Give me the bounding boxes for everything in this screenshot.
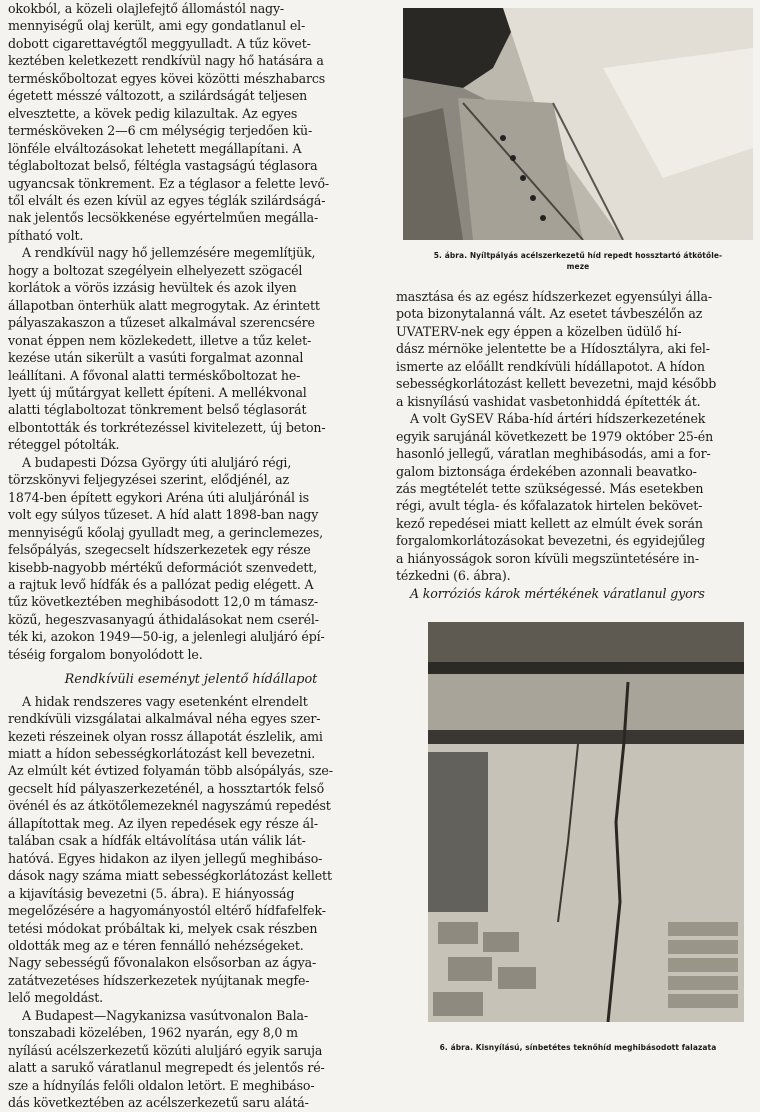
left-paragraph-3: A budapesti Dózsa György úti aluljáró régi, törzskönyvi feljegyzései szerint, elődjénél, az 1874-ben épített egykori Aréna úti aluljárónál is volt egy súlyos tűzeset. A híd alatt 1898-ban nagy mennyiségű kőolaj gyulladt meg, a gerinclemezes, felsőpályás, szegecselt hídszerkezetek egy része kisebb-nagyobb mértékű deformációt szenvedett, a rajtuk levő hídfák és a pallózat pedig elégett. A tűz következtében meghibásodott 12,0 m támasz- közű, hegeszvasanyagú áthidalásokat nem cserél- ték ki, azokon 1949—50-ig, a jelenlegi aluljáró épí- téséig forgalom bonyolódott le. [8, 454, 325, 662]
left-paragraph-4: A hidak rendszeres vagy esetenként elrendelt rendkívüli vizsgálatai alkalmával néha egyes szer- kezeti részeinek olyan rossz állapotát észlelik, ami miatt a hídon sebességkorlátozást kell bevezetni. Az elmúlt két évtized folyamán több alsópályás, sze- gecselt híd pályaszerkezeténél, a hossztartók felső övénél és az átkötőlemezeknél nagyszámú repedést állapítottak meg. Az ilyen repedések egy része ál- talában csak a hídfák eltávolítása után válik lát- hatóvá. Egyes hidakon az ilyen jellegű meghibáso- dások nagy száma miatt sebességkorlátozást kellett a kijavításig bevezetni (5. ábra). E hiányosság megelőzésére a hagyományostól eltérő hídfafelfek- tetési módokat próbáltak ki, melyek csak részben oldották meg az e téren fennálló nehézségeket. Nagy sebességű fővonalakon elsősorban az ágya- zatátvezetéses hídszerkezetek nyújtanak megfe- lelő megoldást. [8, 693, 333, 1006]
figure-6-photo [428, 622, 744, 1022]
right-paragraph-2: A volt GySEV Rába-híd ártéri hídszerkezetének egyik sarujánál következett be 1979 október 25-én hasonló jellegű, váratlan meghibásodás, ami a for- galom biztonsága érdekében azonnali beavatko- zás megtételét tette szükségessé. Más esetekben régi, avult tégla- és kőfalazatok hirtelen bekövet- kező repedései miatt kellett az elmúlt évek során forgalomkorlátozásokat bevezetni, és egyidejűleg a hiányosságok soron kívüli megszüntetésére in- tézkedni (6. ábra). [396, 411, 714, 584]
section-heading: Rendkívüli eseményt jelentő hídállapot [64, 672, 318, 688]
right-column [396, 288, 754, 602]
left-column [8, 0, 374, 1112]
right-paragraph-3: A korróziós károk mértékének váratlanul gyors [410, 585, 705, 601]
figure-6-caption: 6. ábra. Kisnyílású, sínbetétes teknőhíd meghibásodott falazata [439, 1042, 717, 1052]
figure-5-photo [403, 8, 753, 240]
figure-6-illustration [428, 622, 744, 1022]
figure-5-illustration [403, 8, 753, 240]
left-paragraph-5: A Budapest—Nagykanizsa vasútvonalon Bala- tonszabadi közelében, 1962 nyarán, egy 8,0 m nyílású acélszerkezetű közúti aluljáró egyik saruja alatt a sarukő váratlanul megrepedt és jelentős ré- sze a hídnyílás felőli oldalon letört. E meghibáso- dás következtében az acélszerkezetű saru alátá- [8, 1007, 325, 1111]
left-paragraph-1: okokból, a közeli olajlefejtő állomástól nagy- mennyiségű olaj került, ami egy gondatlanul el- dobott cigarettavégtől meggyulladt. A tűz követ- keztében keletkezett rendkívül nagy hő hatására a terméskőboltozat egyes kövei közötti mészhabarcs égetett mésszé változott, a szilárdságát teljesen elvesztette, a kövek pedig kilazultak. Az egyes terméskövеken 2—6 cm mélységig terjedően kü- lönféle elváltozásokat lehetett megállapítani. A téglaboltozat belső, féltégla vastagságú téglasora ugyancsak tönkrement. Ez a téglasor a felette levő- től elvált és ezen kívül az egyes téglák szilárdságá- nak jelentős lecsökkenése egyértelműen megálla- pítható volt. [8, 1, 329, 243]
left-paragraph-2: A rendkívül nagy hő jellemzésére megemlítjük, hogy a boltozat szegélyein elhelyezett szögacél korlátok a vörös izzásig hevültek és azok ilyen állapotban önterhük alatt megrogytak. Az érintett pályaszakaszon a tűzeset alkalmával szerencsére vonat éppen nem közlekedett, illetve a tűz kelet- kezése után sikerült a vasúti forgalmat azonnal leállítani. A fővonal alatti terméskőboltozat he- lyett új műtárgyat kellett építeni. A mellékvonal alatti téglaboltozat tönkrement belső téglasorát elbontották és torkrétezéssel kivitelezett, új beton- réteggel pótolták. [8, 245, 326, 453]
figure-5-caption: 5. ábra. Nyíltpályás acélszerkezetű híd repedt hossztartó átkötőle- meze [433, 250, 723, 271]
right-paragraph-1: masztása és az egész hídszerkezet egyensúlyi álla- pota bizonytalanná vált. Az esetet távbeszélőn az UVATERV-nek egy éppen a közelben üdülő hí- dász mérnöke jelentette be a Hídosztályra, aki fel- ismerte az előállt rendkívüli hídállapotot. A hídon sebességkorlátozást kellett bevezetni, majd később a kisnyílású vashidat vasbetonhiddá építették át. [396, 289, 717, 409]
